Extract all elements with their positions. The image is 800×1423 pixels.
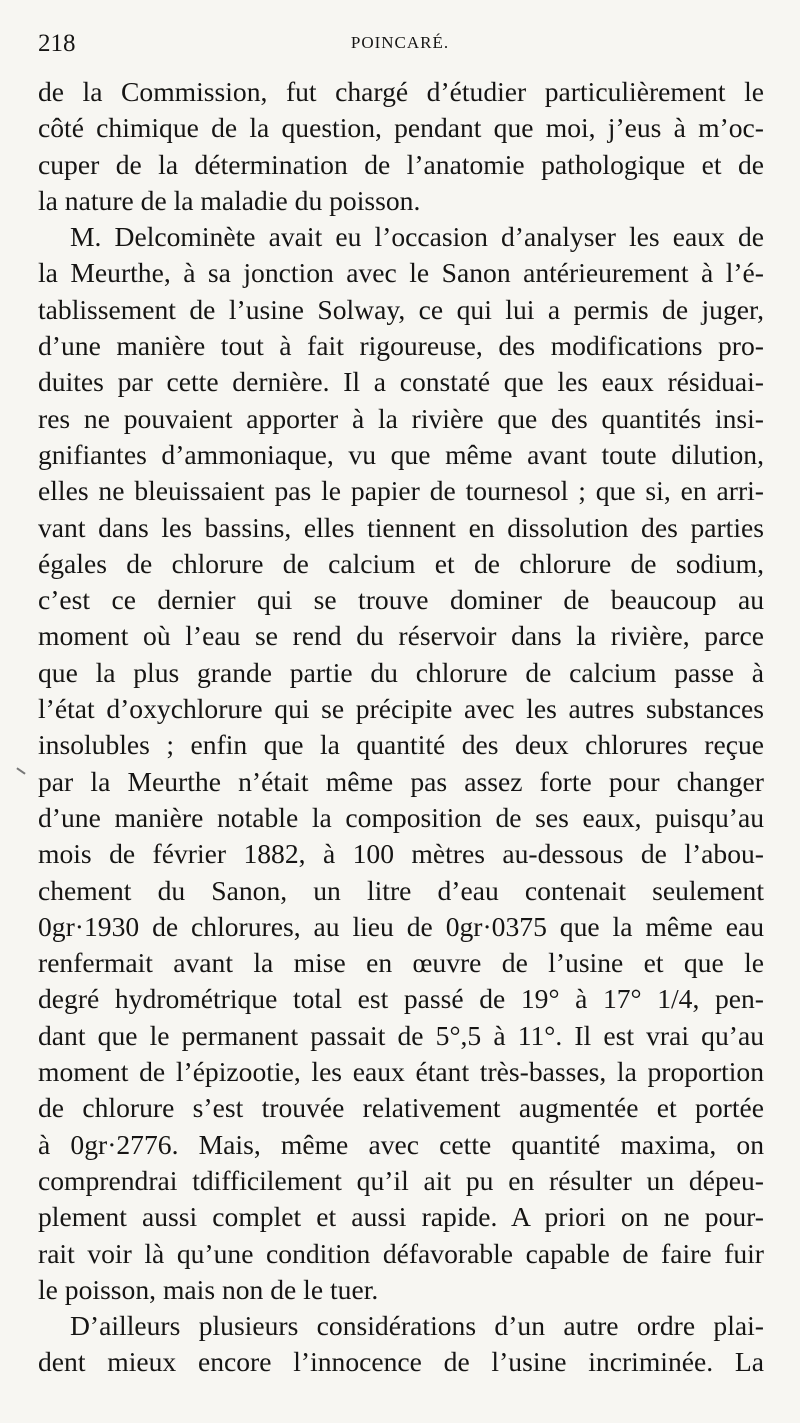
text-line: côté chimique de la question, pendant que moi, j’eus à m’oc- (38, 112, 764, 144)
running-title: POINCARÉ. (350, 33, 450, 52)
text-line: vant dans les bassins, elles tiennent en dissolution des parties (38, 511, 764, 543)
text-line: D’ailleurs plusieurs considérations d’un autre ordre plai- (70, 1310, 764, 1342)
text-line: gnifiantes d’ammoniaque, vu que même avant toute dilution, (38, 438, 764, 470)
text-line: elles ne bleuissaient pas le papier de tournesol ; que si, en arri- (38, 475, 764, 507)
text-line: duites par cette dernière. Il a constaté que les eaux résiduai- (38, 366, 764, 398)
text-line: d’une manière tout à fait rigoureuse, des modifications pro- (38, 330, 764, 362)
text-line: le poisson, mais non de le tuer. (38, 1273, 379, 1305)
text-line: que la plus grande partie du chlorure de calcium passe à (38, 656, 764, 688)
text-line: insolubles ; enfin que la quantité des deux chlorures reçue (38, 729, 764, 761)
body-text (38, 74, 764, 1381)
text-line: mois de février 1882, à 100 mètres au-dessous de l’abou- (38, 838, 764, 870)
text-line: moment où l’eau se rend du réservoir dans la rivière, parce (38, 620, 764, 652)
text-line: la Meurthe, à sa jonction avec le Sanon antérieurement à l’é- (38, 257, 764, 289)
text-line: renfermait avant la mise en œuvre de l’usine et que le (38, 947, 764, 979)
running-head (38, 30, 762, 62)
text-line: c’est ce dernier qui se trouve dominer de beaucoup au (38, 584, 764, 616)
text-line: dant que le permanent passait de 5°,5 à 11°. Il est vrai qu’au (38, 1019, 764, 1051)
text-line: l’état d’oxychlorure qui se précipite avec les autres substances (38, 693, 764, 725)
text-line: par la Meurthe n’était même pas assez forte pour changer (38, 765, 764, 797)
margin-mark (16, 767, 25, 774)
text-line: cuper de la détermination de l’anatomie pathologique et de (38, 148, 764, 180)
page-number: 218 (38, 30, 76, 57)
text-line: M. Delcominète avait eu l’occasion d’analyser les eaux de (70, 221, 764, 253)
text-line: tablissement de l’usine Solway, ce qui lui a permis de juger, (38, 293, 764, 325)
text-line: dent mieux encore l’innocence de l’usine incriminée. La (38, 1346, 764, 1378)
text-line: rait voir là qu’une condition défavorable capable de faire fuir (38, 1237, 764, 1269)
text-line: chement du Sanon, un litre d’eau contenait seulement (38, 874, 764, 906)
text-line: à 0gr·2776. Mais, même avec cette quantité maxima, on (38, 1128, 764, 1160)
text-line: de la Commission, fut chargé d’étudier particulièrement le (38, 76, 764, 107)
text-line: plement aussi complet et aussi rapide. A priori on ne pour- (38, 1201, 764, 1233)
text-line: de chlorure s’est trouvée relativement augmentée et portée (38, 1092, 764, 1124)
text-line: 0gr·1930 de chlorures, au lieu de 0gr·0375 que la même eau (38, 910, 764, 942)
text-line: res ne pouvaient apporter à la rivière que des quantités insi- (38, 402, 764, 434)
text-line: égales de chlorure de calcium et de chlorure de sodium, (38, 547, 764, 579)
text-line: degré hydrométrique total est passé de 19° à 17° 1/4, pen- (38, 983, 764, 1015)
text-line: moment de l’épizootie, les eaux étant très-basses, la proportion (38, 1056, 764, 1088)
text-line: d’une manière notable la composition de ses eaux, puisqu’au (38, 801, 764, 833)
text-line: comprendrai tdifficilement qu’il ait pu en résulter un dépeu- (38, 1164, 764, 1196)
text-line: la nature de la maladie du poisson. (38, 184, 421, 216)
